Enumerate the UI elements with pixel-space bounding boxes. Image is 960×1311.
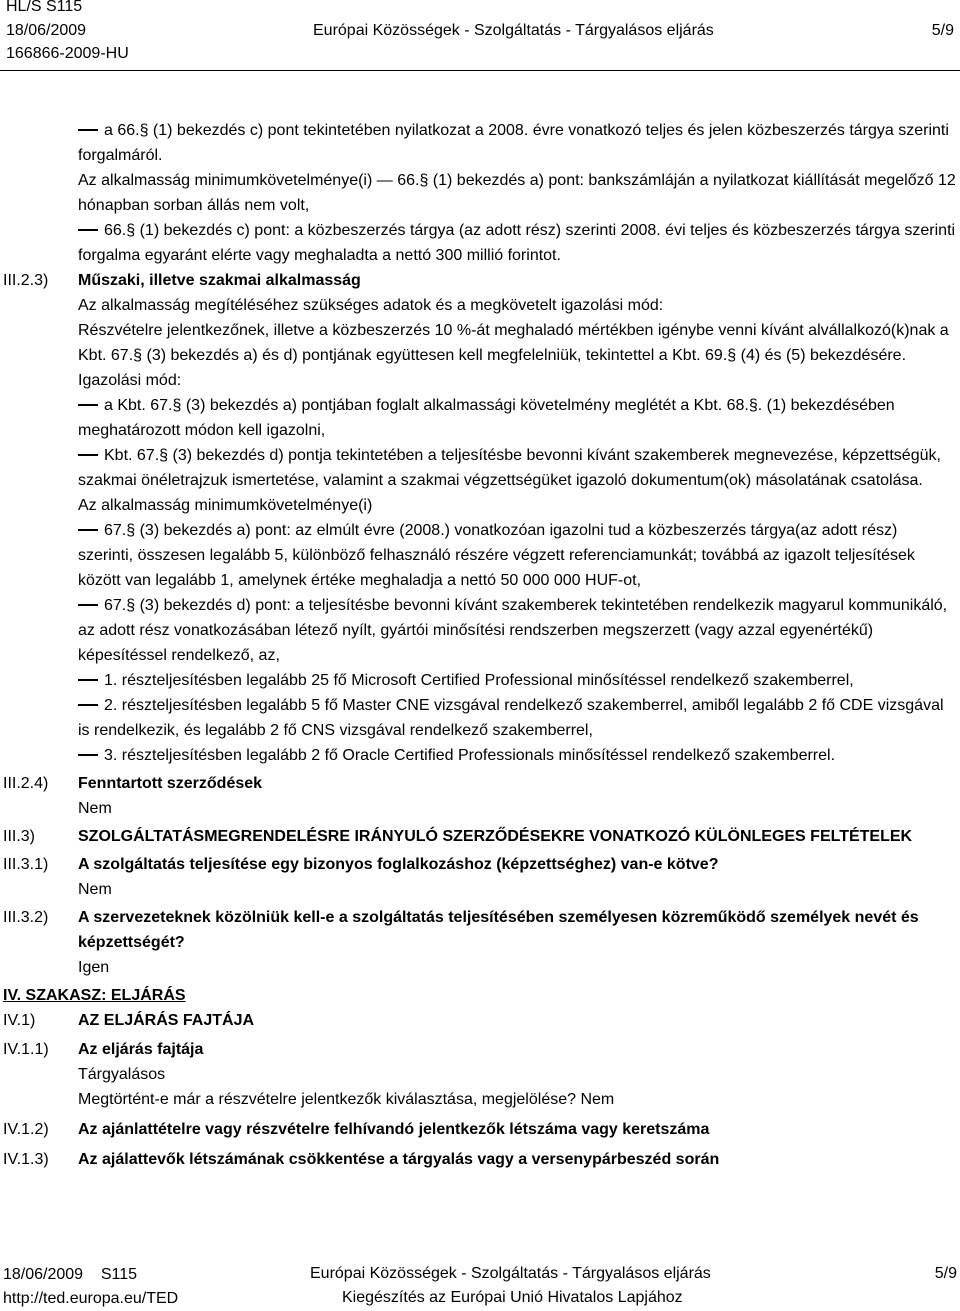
section-title: Az ajánlattételre vagy részvételre felhívandó jelentkezők létszáma vagy keretszáma <box>78 1121 710 1138</box>
dash-icon <box>78 679 98 681</box>
footer-date-series: 18/06/2009 S115 <box>3 1266 138 1283</box>
section-number: IV.1.3) <box>3 1151 49 1168</box>
paragraph: 67.§ (3) bekezdés d) pont: a teljesítésbe bevonni kívánt szakemberek tekintetében rendelkezik magyarul kommunikáló, az adott rész vonatkozásában létező nyílt, gyártói minősítési rendszerben megszerzett (vagy azzal egyenértékű) képesítéssel rendelkező, az, <box>78 597 948 664</box>
page-footer <box>0 1265 960 1311</box>
paragraph: 67.§ (3) bekezdés a) pont: az elmúlt évre (2008.) vonatkozóan igazolni tud a közbeszerzés tárgya(az adott rész) szerinti, összesen legalább 5, különböző felhasználó részére végzett referenciamunkát; továbbá az igazolt teljesítések között van legalább 1, amelynek értéke meghaladja a nettó 50 000 000 HUF-ot, <box>78 522 915 589</box>
paragraph: 1. részteljesítésben legalább 25 fő Microsoft Certified Professional minősítéssel rendelkező szakemberrel, <box>78 668 956 693</box>
dash-icon <box>78 754 98 756</box>
section-title: Az eljárás fajtája <box>78 1041 204 1058</box>
header-date: 18/06/2009 <box>6 22 87 39</box>
dash-icon <box>78 529 98 531</box>
paragraph: 2. részteljesítésben legalább 5 fő Master CNE vizsgával rendelkező szakemberrel, amiből legalább 2 fő CDE vizsgával is rendelkezik, és legalább 2 fő CNS vizsgával rendelkező szakemberrel, <box>78 697 944 739</box>
dash-icon <box>78 129 98 131</box>
section-number: III.3) <box>3 828 36 845</box>
section-title: A szolgáltatás teljesítése egy bizonyos foglalkozáshoz (képzettséghez) van-e kötve? <box>78 856 719 873</box>
footer-url[interactable]: http://ted.europa.eu/TED <box>3 1290 179 1307</box>
dash-icon <box>78 704 98 706</box>
paragraph: 3. részteljesítésben legalább 2 fő Oracle Certified Professionals minősítéssel rendelkező szakemberrel. <box>78 743 956 768</box>
dash-icon <box>78 229 98 231</box>
paragraph: 66.§ (1) bekezdés c) pont: a közbeszerzés tárgya (az adott rész) szerinti 2008. évi teljes és közbeszerzés tárgya szerinti forgalma egyaránt elérte vagy meghaladta a nettó 300 millió forintot. <box>78 222 956 264</box>
paragraph: a 66.§ (1) bekezdés c) pont tekintetében nyilatkozat a 2008. évre vonatkozó teljes és jelen közbeszerzés tárgya szerinti forgalmáról. <box>78 122 949 164</box>
doc-id: HL/S S115 <box>6 0 83 15</box>
part-heading: IV. SZAKASZ: ELJÁRÁS <box>3 987 186 1004</box>
section-value: Nem <box>78 881 112 898</box>
document-body <box>0 118 960 1172</box>
section-number: IV.1.2) <box>3 1121 49 1138</box>
section-number: III.3.2) <box>3 909 49 926</box>
section-title: Fenntartott szerződések <box>78 775 263 792</box>
dash-icon <box>78 454 98 456</box>
section-title: Műszaki, illetve szakmai alkalmasság <box>78 272 361 289</box>
section-title: SZOLGÁLTATÁSMEGRENDELÉSRE IRÁNYULÓ SZERZŐDÉSEKRE VONATKOZÓ KÜLÖNLEGES FELTÉTELEK <box>78 828 913 845</box>
footer-title: Európai Közösségek - Szolgáltatás - Tárgyalásos eljárás <box>310 1265 711 1282</box>
paragraph: a Kbt. 67.§ (3) bekezdés a) pontjában foglalt alkalmassági követelmény meglétét a Kbt. 68.§. (1) bekezdésében meghatározott módon kell igazolni, <box>78 397 895 439</box>
section-number: III.2.3) <box>3 272 49 289</box>
paragraph: Az alkalmasság minimumkövetelménye(i) <box>78 497 373 514</box>
page-header <box>3 0 957 68</box>
header-page: 5/9 <box>931 22 954 39</box>
paragraph: Megtörtént-e már a részvételre jelentkezők kiválasztása, megjelölése? Nem <box>78 1091 615 1108</box>
section-title: Az ajálattevők létszámának csökkentése a tárgyalás vagy a versenypárbeszéd során <box>78 1151 720 1168</box>
dash-icon <box>78 404 98 406</box>
section-title: AZ ELJÁRÁS FAJTÁJA <box>78 1012 255 1029</box>
dash-icon <box>78 604 98 606</box>
paragraph: Az alkalmasság megítéléséhez szükséges adatok és a megkövetelt igazolási mód: <box>78 297 664 314</box>
paragraph: Kbt. 67.§ (3) bekezdés d) pontja tekintetében a teljesítésbe bevonni kívánt szakemberek megnevezése, képzettségük, szakmai önéletrajzuk ismertetése, valamint a szakmai végzettségüket igazoló dokumentum(ok) másolatának csatolása. <box>78 447 941 489</box>
header-rule <box>0 70 960 71</box>
footer-page: 5/9 <box>934 1265 957 1282</box>
header-title: Európai Közösségek - Szolgáltatás - Tárgyalásos eljárás <box>313 22 714 39</box>
paragraph: Az alkalmasság minimumkövetelménye(i) — 66.§ (1) bekezdés a) pont: bankszámláján a nyilatkozat kiállítását megelőző 12 hónapban sorban állás nem volt, <box>78 172 956 214</box>
section-number: III.2.4) <box>3 775 49 792</box>
section-value: Nem <box>78 800 112 817</box>
paragraph: Igazolási mód: <box>78 372 182 389</box>
section-value: Igen <box>78 959 110 976</box>
footer-publisher: Kiegészítés az Európai Unió Hivatalos Lapjához <box>342 1289 683 1306</box>
section-number: IV.1.1) <box>3 1041 49 1058</box>
section-value: Tárgyalásos <box>78 1066 166 1083</box>
section-title: A szervezeteknek közölniük kell-e a szolgáltatás teljesítésében személyesen közreműködő személyek nevét és képzettségét? <box>78 909 919 951</box>
section-number: IV.1) <box>3 1012 36 1029</box>
section-number: III.3.1) <box>3 856 49 873</box>
paragraph: Részvételre jelentkezőnek, illetve a közbeszerzés 10 %-át meghaladó mértékben igénybe venni kívánt alvállalkozó(k)nak a Kbt. 67.§ (3) bekezdés a) és d) pontjának együttesen kell megfelelniük, tekintettel a Kbt. 69.§ (4) és (5) bekezdésére. <box>78 322 949 364</box>
header-ref: 166866-2009-HU <box>6 45 129 62</box>
